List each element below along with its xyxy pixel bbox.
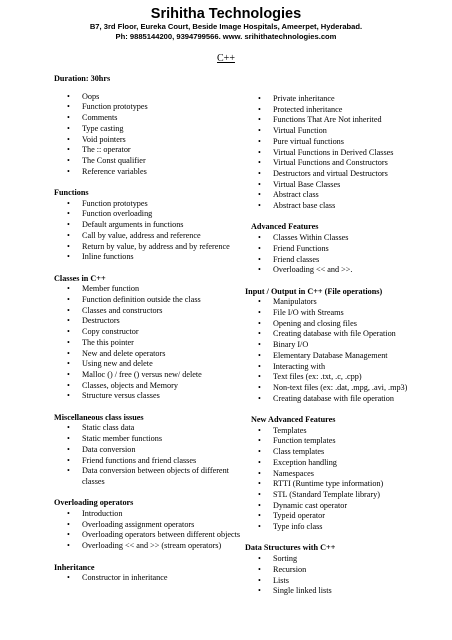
list-item: • Function definition outside the class xyxy=(54,295,246,306)
io-list xyxy=(245,297,445,404)
list-item: • Typeid operator xyxy=(245,511,445,522)
list-item: • Using new and delete xyxy=(54,359,246,370)
list-item: • Sorting xyxy=(245,554,445,565)
section-heading-misc: Miscellaneous class issues xyxy=(54,412,144,422)
list-item: • Opening and closing files xyxy=(245,319,445,330)
section-heading-classes: Classes in C++ xyxy=(54,273,106,283)
list-item: • STL (Standard Template library) xyxy=(245,490,445,501)
list-item: • The :: operator xyxy=(54,145,246,156)
list-item: • Function templates xyxy=(245,436,445,447)
list-item: • Overloading operators between different objects xyxy=(54,530,246,541)
list-item: • Abstract base class xyxy=(245,201,445,212)
advanced-list xyxy=(245,233,445,276)
list-item: • Call by value, address and reference xyxy=(54,231,246,242)
list-item: • Functions That Are Not inherited xyxy=(245,115,445,126)
list-item: • File I/O with Streams xyxy=(245,308,445,319)
list-item: • Type info class xyxy=(245,522,445,533)
list-item: • Destructors xyxy=(54,316,246,327)
list-item: • Friend Functions xyxy=(245,244,445,255)
list-item: • Classes Within Classes xyxy=(245,233,445,244)
page-title: C++ xyxy=(217,53,235,64)
section-heading-data-structures: Data Structures with C++ xyxy=(245,543,336,553)
document-header xyxy=(0,6,452,42)
list-item: • Text files (ex: .txt, .c, .cpp) xyxy=(245,372,445,383)
list-item: • Void pointers xyxy=(54,135,246,146)
left-column xyxy=(54,74,246,584)
list-item: • Reference variables xyxy=(54,167,246,178)
inheritance-list xyxy=(54,573,246,584)
section-heading-duration: Duration: 30hrs xyxy=(54,74,111,83)
list-item: • The Const qualifier xyxy=(54,156,246,167)
list-item: • Non-text files (ex: .dat, .mpg, .avi, .mp3) xyxy=(245,383,445,394)
section-heading-advanced: Advanced Features xyxy=(251,222,319,232)
functions-list xyxy=(54,199,246,263)
list-item: • Function overloading xyxy=(54,209,246,220)
list-item: • Data conversion between objects of different classes xyxy=(54,466,246,487)
list-item: • Overloading << and >> (stream operators) xyxy=(54,541,246,552)
list-item: • Recursion xyxy=(245,565,445,576)
section-heading-functions: Functions xyxy=(54,188,89,198)
list-item: • Virtual Functions and Constructors xyxy=(245,158,445,169)
list-item: • Structure versus classes xyxy=(54,391,246,402)
list-item: • Classes and constructors xyxy=(54,306,246,317)
list-item: • Namespaces xyxy=(245,469,445,480)
list-item: • Exception handling xyxy=(245,458,445,469)
list-item: • Overloading << and >>. xyxy=(245,265,445,276)
company-address: B7, 3rd Floor, Eureka Court, Beside Image Hospitals, Ameerpet, Hyderabad. xyxy=(89,22,363,31)
list-item: • Malloc () / free () versus new/ delete xyxy=(54,370,246,381)
list-item: • Return by value, by address and by reference xyxy=(54,242,246,253)
list-item: • Introduction xyxy=(54,509,246,520)
new-advanced-list xyxy=(245,426,445,533)
right-column xyxy=(245,94,445,597)
list-item: • Templates xyxy=(245,426,445,437)
list-item: • Static class data xyxy=(54,423,246,434)
list-item: • Friend functions and friend classes xyxy=(54,456,246,467)
list-item: • Abstract class xyxy=(245,190,445,201)
company-name: Srihitha Technologies xyxy=(150,6,302,22)
list-item: • Manipulators xyxy=(245,297,445,308)
list-item: • Function prototypes xyxy=(54,199,246,210)
list-item: • Virtual Functions in Derived Classes xyxy=(245,148,445,159)
list-item: • Copy constructor xyxy=(54,327,246,338)
list-item: • Friend classes xyxy=(245,255,445,266)
list-item: • Type casting xyxy=(54,124,246,135)
list-item: • Function prototypes xyxy=(54,102,246,113)
list-item: • Static member functions xyxy=(54,434,246,445)
section-heading-io: Input / Output in C++ (File operations) xyxy=(245,286,383,296)
list-item: • Destructors and virtual Destructors xyxy=(245,169,445,180)
section-heading-overloading: Overloading operators xyxy=(54,498,134,508)
classes-list xyxy=(54,284,246,402)
list-item: • RTTI (Runtime type information) xyxy=(245,479,445,490)
list-item: • The this pointer xyxy=(54,338,246,349)
overloading-list xyxy=(54,509,246,552)
list-item: • Dynamic cast operator xyxy=(245,501,445,512)
list-item: • Creating database with file Operation xyxy=(245,329,445,340)
list-item: • Comments xyxy=(54,113,246,124)
misc-list xyxy=(54,423,246,487)
list-item: • Pure virtual functions xyxy=(245,137,445,148)
list-item: • Lists xyxy=(245,576,445,587)
list-item: • Private inheritance xyxy=(245,94,445,105)
data-structures-list xyxy=(245,554,445,597)
list-item: • Default arguments in functions xyxy=(54,220,246,231)
list-item: • Single linked lists xyxy=(245,586,445,597)
list-item: • Interacting with xyxy=(245,362,445,373)
list-item: • Creating database with file operation xyxy=(245,394,445,405)
section-heading-inheritance: Inheritance xyxy=(54,562,95,572)
list-item: • Oops xyxy=(54,92,246,103)
list-item: • Data conversion xyxy=(54,445,246,456)
list-item: • Inline functions xyxy=(54,252,246,263)
duration-list xyxy=(54,92,246,178)
company-contact: Ph: 9885144200, 9394799566. www. srihithatechnologies.com xyxy=(115,32,337,41)
list-item: • Elementary Database Management xyxy=(245,351,445,362)
inheritance-cont-list xyxy=(245,94,445,212)
section-heading-new-advanced: New Advanced Features xyxy=(251,415,336,425)
list-item: • Virtual Base Classes xyxy=(245,180,445,191)
list-item: • Overloading assignment operators xyxy=(54,520,246,531)
list-item: • New and delete operators xyxy=(54,349,246,360)
list-item: • Classes, objects and Memory xyxy=(54,381,246,392)
list-item: • Virtual Function xyxy=(245,126,445,137)
list-item: • Binary I/O xyxy=(245,340,445,351)
list-item: • Class templates xyxy=(245,447,445,458)
list-item: • Protected inheritance xyxy=(245,105,445,116)
list-item: • Constructor in inheritance xyxy=(54,573,246,584)
list-item: • Member function xyxy=(54,284,246,295)
